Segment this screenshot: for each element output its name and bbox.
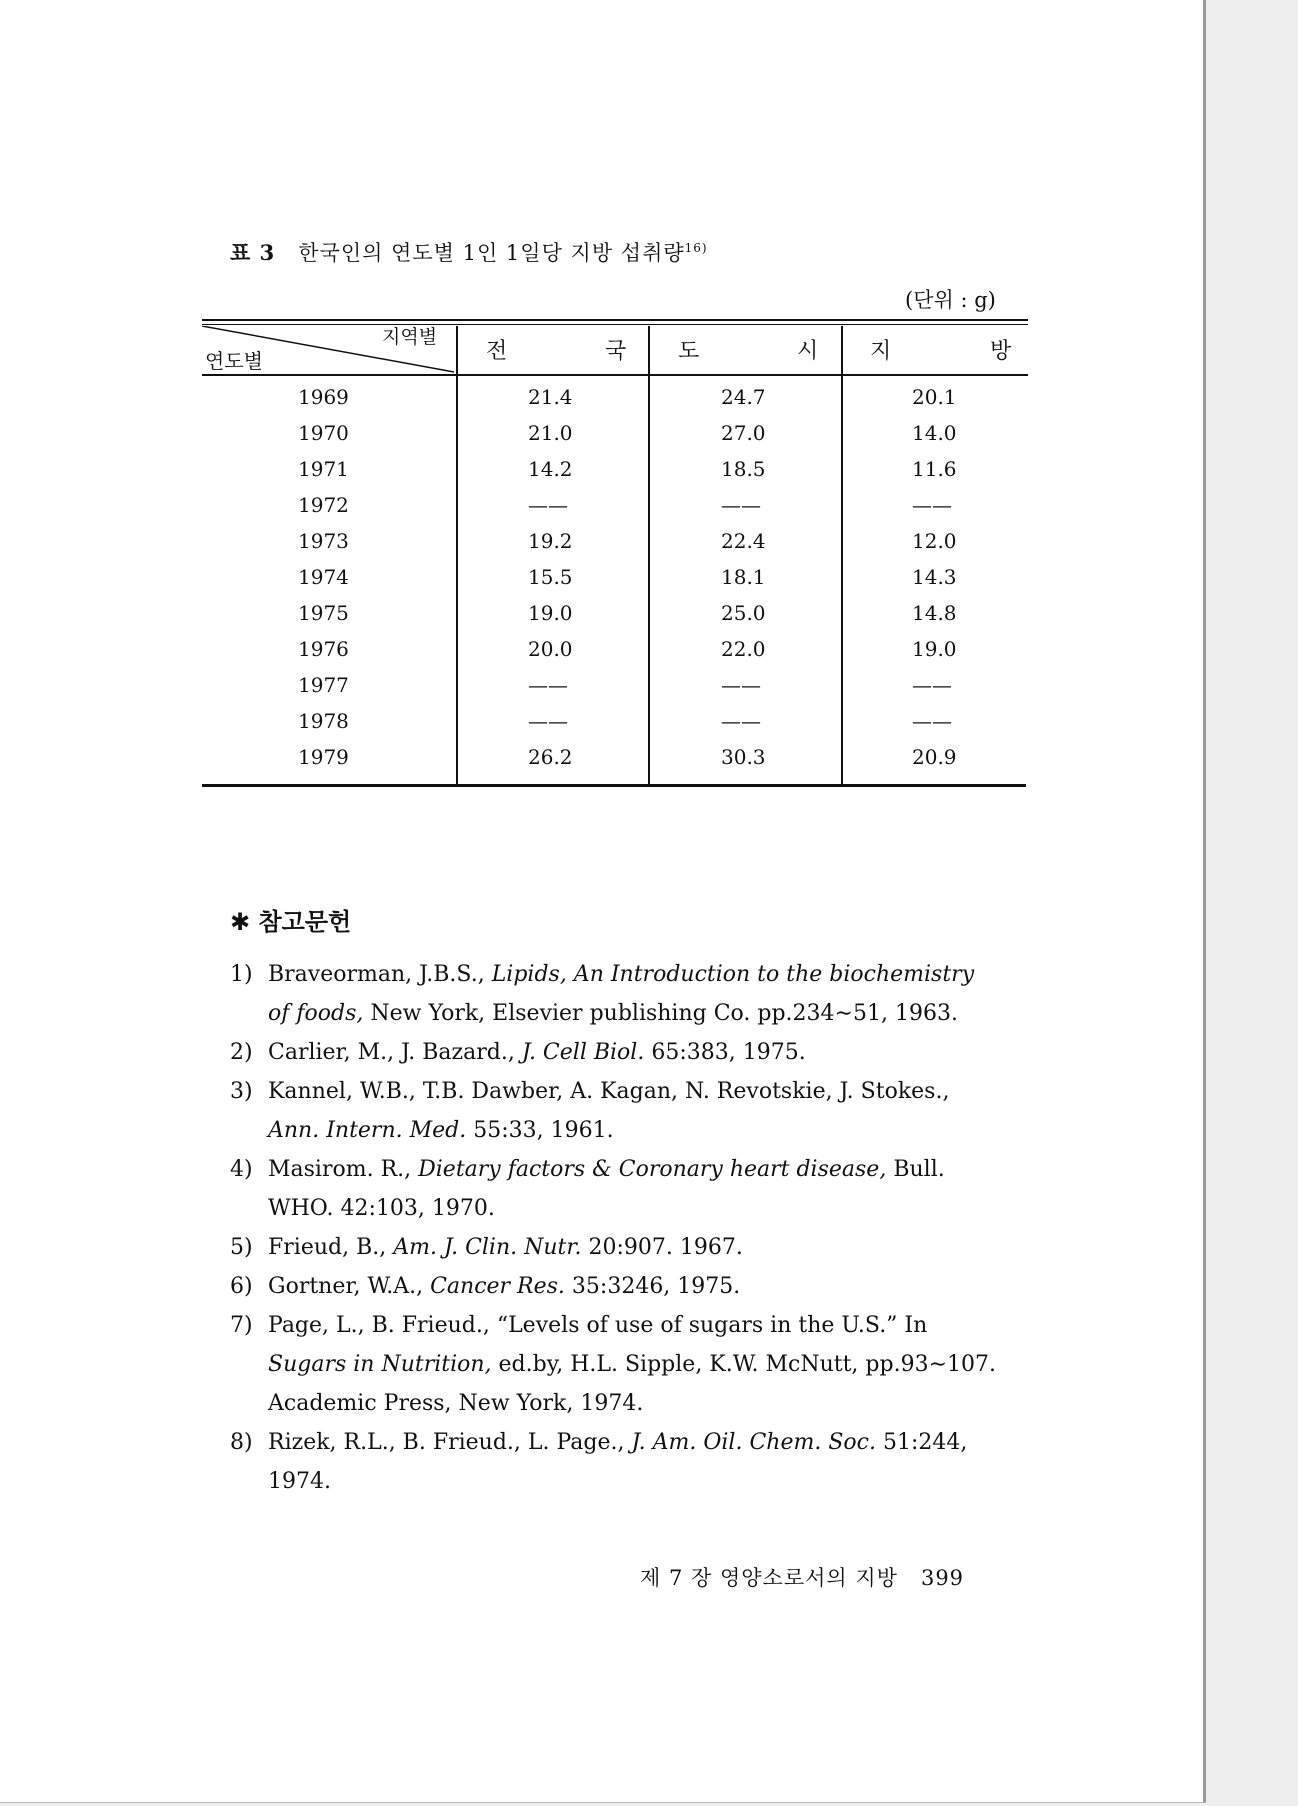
col-header-rural-1: 지 (870, 339, 892, 364)
cell-nation: 21.0 (528, 421, 573, 445)
reference-source: Dietary factors & Coronary heart disease, (418, 1157, 887, 1182)
reference-details: 51:244, 1974. (268, 1430, 968, 1494)
reference-number: 2) (230, 1040, 253, 1065)
col-header-nation-2: 국 (605, 339, 627, 364)
reference-authors: Masirom. R., (268, 1157, 419, 1182)
table-title: 한국인의 연도별 1인 1일당 지방 섭취량 (298, 241, 685, 265)
table-col-divider-3 (841, 326, 843, 784)
reference-item (230, 1033, 1000, 1072)
reference-number: 3) (230, 1079, 253, 1104)
table-header-rule (202, 374, 1028, 376)
reference-item (230, 1072, 1000, 1150)
cell-rural: 14.8 (912, 601, 957, 625)
cell-year: 1973 (298, 529, 349, 553)
reference-details: Bull. WHO. 42:103, 1970. (268, 1157, 945, 1221)
row-header-label: 연도별 (205, 349, 263, 373)
cell-rural: —— (912, 709, 952, 733)
cell-nation: 15.5 (528, 565, 573, 589)
cell-nation: 14.2 (528, 457, 573, 481)
table-label: 표 3 (230, 240, 276, 265)
cell-city: 22.4 (721, 529, 766, 553)
reference-authors: Gortner, W.A., (268, 1274, 431, 1299)
col-header-city-2: 시 (797, 339, 819, 364)
table-row (0, 385, 957, 421)
cell-year: 1970 (298, 421, 349, 445)
reference-details: 65:383, 1975. (644, 1040, 806, 1065)
reference-authors: Rizek, R.L., B. Frieud., L. Page., (268, 1430, 632, 1455)
table-top-rule-2 (202, 324, 1028, 325)
cell-city: 18.1 (721, 565, 766, 589)
cell-year: 1974 (298, 565, 349, 589)
reference-details: 55:33, 1961. (466, 1118, 614, 1143)
reference-item (230, 955, 1000, 1033)
cell-city: —— (721, 673, 761, 697)
col-header-rural-2: 방 (990, 339, 1012, 364)
reference-item (230, 1267, 1000, 1306)
col-header-label: 지역별 (382, 326, 438, 348)
cell-rural: 12.0 (912, 529, 957, 553)
reference-details: New York, Elsevier publishing Co. pp.234∼51, 1963. (363, 1001, 958, 1026)
reference-number: 1) (230, 962, 253, 987)
cell-nation: 19.0 (528, 601, 573, 625)
reference-item (230, 1306, 1000, 1423)
reference-item (230, 1423, 1000, 1501)
table-row (0, 601, 957, 637)
cell-nation: 21.4 (528, 385, 573, 409)
reference-number: 8) (230, 1430, 253, 1455)
cell-rural: 14.0 (912, 421, 957, 445)
reference-details: ed.by, H.L. Sipple, K.W. McNutt, pp.93∼107. Academic Press, New York, 1974. (268, 1352, 996, 1416)
table-bottom-rule (202, 784, 1026, 787)
cell-city: 30.3 (721, 745, 766, 769)
reference-number: 4) (230, 1157, 253, 1182)
footer-page-number: 399 (920, 1566, 965, 1590)
cell-city: —— (721, 493, 761, 517)
col-header-city-1: 도 (678, 339, 700, 364)
reference-number: 7) (230, 1313, 253, 1338)
cell-nation: 26.2 (528, 745, 573, 769)
table-row (0, 529, 957, 565)
cell-nation: 20.0 (528, 637, 573, 661)
table-top-rule (202, 319, 1028, 321)
cell-year: 1972 (298, 493, 349, 517)
cell-nation: —— (528, 673, 568, 697)
cell-year: 1977 (298, 673, 349, 697)
reference-source: Cancer Res. (430, 1274, 565, 1299)
table-row (0, 457, 957, 493)
reference-authors: Page, L., B. Frieud., “Levels of use of sugars in the U.S.” In (268, 1313, 928, 1338)
cell-city: 18.5 (721, 457, 766, 481)
cell-nation: —— (528, 493, 568, 517)
col-header-nation-1: 전 (486, 339, 508, 364)
reference-item (230, 1228, 1000, 1267)
reference-authors: Braveorman, J.B.S., (268, 962, 492, 987)
references-list (230, 955, 1000, 1501)
cell-nation: —— (528, 709, 568, 733)
reference-source: Ann. Intern. Med. (268, 1118, 467, 1143)
reference-details: 20:907. 1967. (581, 1235, 743, 1260)
table-unit: (단위 : g) (905, 288, 996, 312)
reference-number: 6) (230, 1274, 253, 1299)
cell-year: 1976 (298, 637, 349, 661)
reference-source: Sugars in Nutrition, (268, 1352, 492, 1377)
table-row (0, 421, 957, 457)
reference-authors: Frieud, B., (268, 1235, 394, 1260)
cell-nation: 19.2 (528, 529, 573, 553)
cell-city: 25.0 (721, 601, 766, 625)
cell-rural: 19.0 (912, 637, 957, 661)
page-footer (640, 1562, 964, 1592)
table-row (0, 709, 952, 745)
reference-item (230, 1150, 1000, 1228)
cell-year: 1971 (298, 457, 349, 481)
cell-rural: 14.3 (912, 565, 957, 589)
footer-chapter: 제 7 장 영양소로서의 지방 (640, 1566, 898, 1590)
reference-authors: Kannel, W.B., T.B. Dawber, A. Kagan, N. Revotskie, J. Stokes., (268, 1079, 950, 1104)
cell-rural: 20.9 (912, 745, 957, 769)
reference-source: J. Cell Biol. (521, 1040, 645, 1065)
cell-city: 22.0 (721, 637, 766, 661)
reference-details: 35:3246, 1975. (564, 1274, 741, 1299)
cell-rural: 20.1 (912, 385, 957, 409)
cell-rural: —— (912, 673, 952, 697)
cell-year: 1969 (298, 385, 349, 409)
reference-source: J. Am. Oil. Chem. Soc. (631, 1430, 876, 1455)
cell-city: 27.0 (721, 421, 766, 445)
table-caption (230, 237, 708, 267)
reference-number: 5) (230, 1235, 253, 1260)
table-row (0, 565, 957, 601)
table-row (0, 637, 957, 673)
reference-source: Am. J. Clin. Nutr. (393, 1235, 582, 1260)
table-title-ref: 16) (684, 241, 708, 255)
table-row (0, 673, 952, 709)
reference-authors: Carlier, M., J. Bazard., (268, 1040, 522, 1065)
cell-year: 1979 (298, 745, 349, 769)
references-title: ✱ 참고문헌 (230, 908, 352, 936)
table-row (0, 493, 952, 529)
cell-year: 1975 (298, 601, 349, 625)
cell-year: 1978 (298, 709, 349, 733)
cell-city: 24.7 (721, 385, 766, 409)
table-row (0, 745, 957, 781)
cell-rural: —— (912, 493, 952, 517)
cell-city: —— (721, 709, 761, 733)
reference-source: Lipids, An Introduction to the biochemistry of foods, (268, 962, 975, 1026)
cell-rural: 11.6 (912, 457, 957, 481)
